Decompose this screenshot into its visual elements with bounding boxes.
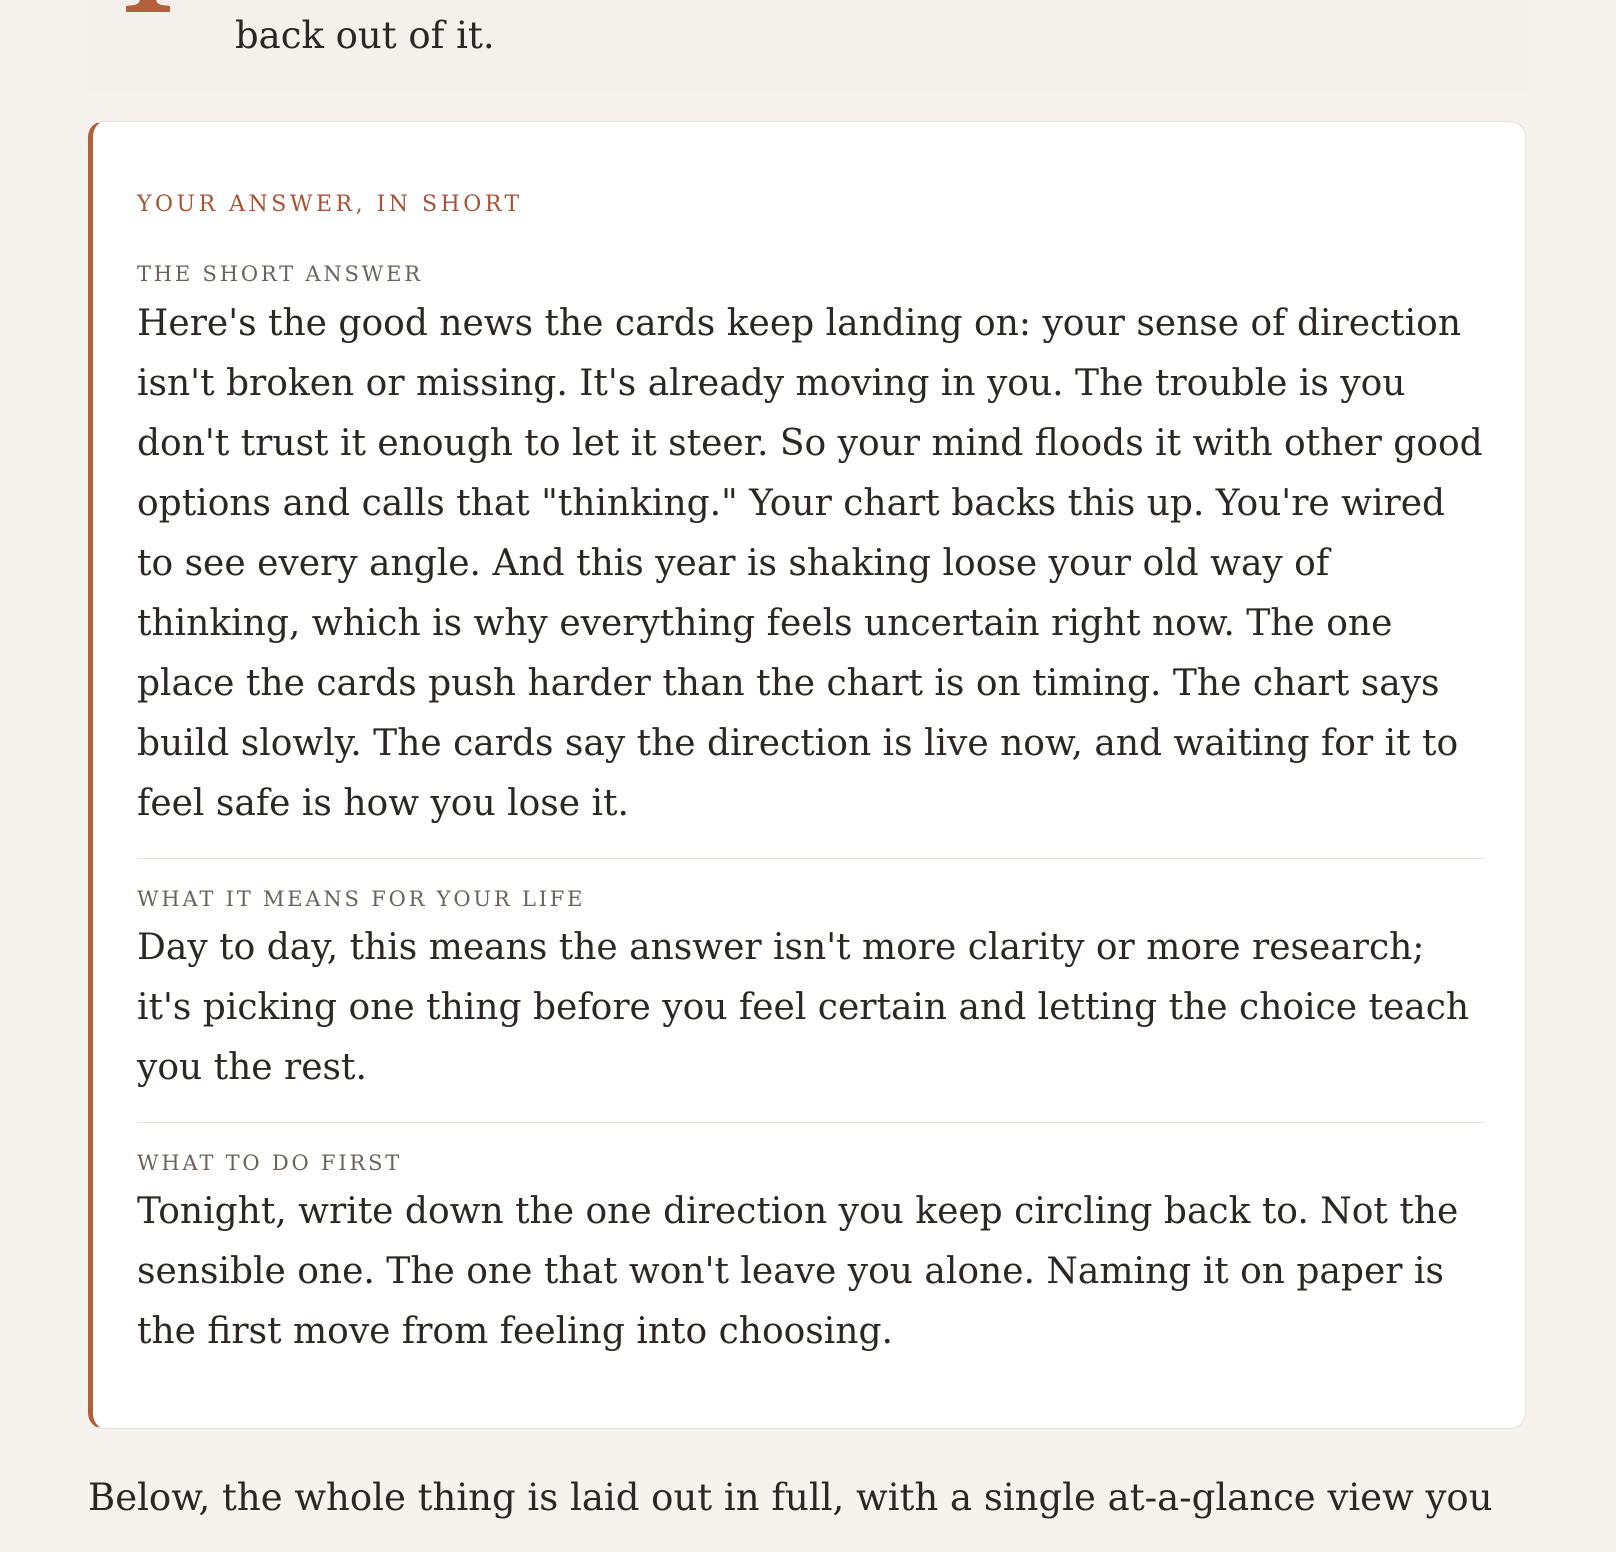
- section-label: WHAT IT MEANS FOR YOUR LIFE: [137, 886, 586, 911]
- short-answer-section: [137, 262, 1485, 833]
- card-eyebrow: YOUR ANSWER, IN SHORT: [137, 192, 523, 217]
- previous-paragraph-continuation: back out of it.: [235, 14, 495, 57]
- section-label: THE SHORT ANSWER: [137, 262, 423, 287]
- first-step-section: [137, 1122, 1485, 1362]
- answer-summary-card: [88, 121, 1526, 1429]
- decorative-drop-cap-glyph: [122, 0, 174, 12]
- section-label: WHAT TO DO FIRST: [137, 1150, 403, 1175]
- life-meaning-section: [137, 858, 1485, 1098]
- section-body: Here's the good news the cards keep landing on: your sense of direction isn't broken or missing. It's already moving in you. The trouble is you don't trust it enough to let it steer. So your mind floods it with other good options and calls that "thinking." Your chart backs this up. You're wired to see every angle. And this year is shaking loose your old way of thinking, which is why everything feels uncertain right now. The one place the cards push harder than the chart is on timing. The chart says build slowly. The cards say the direction is live now, and waiting for it to feel safe is how you lose it.: [137, 302, 1483, 824]
- intro-paragraph: Below, the whole thing is laid out in full, with a single at-a-glance view you: [88, 1476, 1493, 1519]
- section-body: Tonight, write down the one direction you keep circling back to. Not the sensible one. The one that won't leave you alone. Naming it on paper is the first move from feeling into choosing.: [137, 1190, 1459, 1352]
- section-body: Day to day, this means the answer isn't more clarity or more research; it's picking one thing before you feel certain and letting the choice teach you the rest.: [137, 926, 1470, 1088]
